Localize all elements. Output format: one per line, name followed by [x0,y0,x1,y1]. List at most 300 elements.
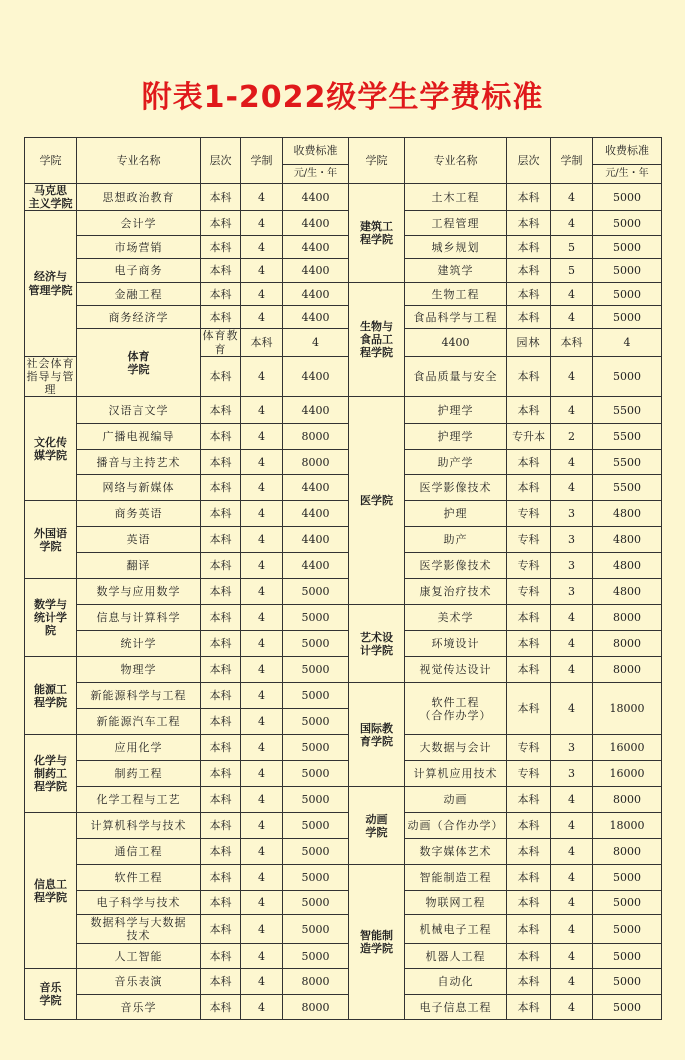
duration-cell: 4 [241,735,283,761]
college-cell: 动画 学院 [349,787,405,865]
level-cell: 本科 [201,915,241,944]
header-major: 专业名称 [77,138,201,184]
fee-cell: 8000 [593,605,662,631]
table-row [25,306,662,329]
duration-cell: 4 [241,397,283,424]
major-cell: 汉语言文学 [77,397,201,424]
level-cell: 本科 [201,283,241,306]
fee-cell: 4400 [283,527,349,553]
fee-cell: 5500 [593,450,662,475]
major-cell: 生物工程 [405,283,507,306]
fee-cell: 5000 [593,944,662,969]
major-cell: 城乡规划 [405,236,507,259]
fee-cell: 5000 [283,865,349,891]
college-cell: 医学院 [349,397,405,605]
table-row [25,631,662,657]
major-cell: 会计学 [77,211,201,236]
level-cell: 本科 [201,450,241,475]
fee-cell: 5000 [283,761,349,787]
duration-cell: 4 [551,605,593,631]
fee-cell: 5000 [283,579,349,605]
duration-cell: 3 [551,579,593,605]
fee-cell: 5000 [283,944,349,969]
fee-cell: 4400 [283,184,349,211]
fee-cell: 5000 [593,236,662,259]
header-unit: 元/生・年 [593,165,662,184]
fee-cell: 5500 [593,424,662,450]
major-cell: 思想政治教育 [77,184,201,211]
duration-cell: 4 [551,450,593,475]
duration-cell: 4 [241,839,283,865]
level-cell: 本科 [201,944,241,969]
fee-cell: 8000 [283,424,349,450]
fee-cell: 4400 [283,501,349,527]
level-cell: 本科 [507,813,551,839]
major-cell: 环境设计 [405,631,507,657]
level-cell: 本科 [201,397,241,424]
level-cell: 本科 [507,605,551,631]
major-cell: 医学影像技术 [405,553,507,579]
major-cell: 制药工程 [77,761,201,787]
fee-cell: 4400 [283,211,349,236]
fee-cell: 4800 [593,501,662,527]
duration-cell: 4 [551,944,593,969]
table-row [25,259,662,283]
duration-cell: 4 [551,657,593,683]
level-cell: 本科 [507,787,551,813]
table-row [25,553,662,579]
level-cell: 专科 [507,553,551,579]
level-cell: 本科 [507,236,551,259]
table-row [25,735,662,761]
duration-cell: 4 [241,553,283,579]
college-cell: 国际教 育学院 [349,683,405,787]
college-cell: 音乐 学院 [25,969,77,1020]
fee-cell: 5000 [283,915,349,944]
college-cell: 建筑工 程学院 [349,184,405,283]
table-row [25,915,662,944]
level-cell: 本科 [201,527,241,553]
duration-cell: 4 [241,475,283,501]
major-cell: 工程管理 [405,211,507,236]
fee-cell: 5000 [283,657,349,683]
major-cell: 美术学 [405,605,507,631]
level-cell: 本科 [507,915,551,944]
major-cell: 机械电子工程 [405,915,507,944]
table-row [25,501,662,527]
fee-cell: 5000 [283,735,349,761]
level-cell: 本科 [201,787,241,813]
level-cell: 本科 [201,605,241,631]
fee-cell: 4400 [283,283,349,306]
major-cell: 电子信息工程 [405,995,507,1020]
duration-cell: 4 [241,761,283,787]
major-cell: 化学工程与工艺 [77,787,201,813]
college-cell: 数学与 统计学 院 [25,579,77,657]
major-cell: 动画（合作办学） [405,813,507,839]
level-cell: 本科 [507,969,551,995]
major-cell: 商务英语 [77,501,201,527]
level-cell: 本科 [201,995,241,1020]
level-cell: 本科 [201,553,241,579]
major-cell: 软件工程 （合作办学） [405,683,507,735]
fee-cell: 5000 [593,306,662,329]
major-cell: 护理 [405,501,507,527]
duration-cell: 4 [241,579,283,605]
duration-cell: 5 [551,259,593,283]
level-cell: 本科 [201,356,241,397]
duration-cell: 4 [551,995,593,1020]
level-cell: 本科 [507,657,551,683]
header-level: 层次 [507,138,551,184]
level-cell: 本科 [201,424,241,450]
major-cell: 食品科学与工程 [405,306,507,329]
header-duration: 学制 [551,138,593,184]
duration-cell: 2 [551,424,593,450]
major-cell: 动画 [405,787,507,813]
table-row [25,605,662,631]
level-cell: 本科 [507,631,551,657]
duration-cell: 4 [551,283,593,306]
major-cell: 数据科学与大数据 技术 [77,915,201,944]
major-cell: 机器人工程 [405,944,507,969]
duration-cell: 4 [551,915,593,944]
major-cell: 护理学 [405,397,507,424]
table-row [25,891,662,915]
level-cell: 本科 [201,306,241,329]
duration-cell: 4 [241,236,283,259]
major-cell: 医学影像技术 [405,475,507,501]
major-cell: 护理学 [405,424,507,450]
level-cell: 本科 [201,236,241,259]
duration-cell: 4 [241,211,283,236]
major-cell: 新能源科学与工程 [77,683,201,709]
major-cell: 体育教育 [202,329,239,356]
header-unit: 元/生・年 [283,165,349,184]
level-cell: 本科 [201,761,241,787]
major-cell: 音乐学 [77,995,201,1020]
major-cell: 软件工程 [77,865,201,891]
fee-cell: 8000 [283,969,349,995]
college-cell: 艺术设 计学院 [349,605,405,683]
major-cell: 计算机应用技术 [405,761,507,787]
fee-cell: 4800 [593,579,662,605]
level-cell: 本科 [507,356,551,397]
fee-cell: 5500 [593,397,662,424]
fee-cell: 5000 [593,915,662,944]
fee-cell: 5000 [283,605,349,631]
level-cell: 专科 [507,501,551,527]
level-cell: 专科 [507,527,551,553]
duration-cell: 4 [241,259,283,283]
fee-cell: 4400 [283,356,349,397]
table-row [25,211,662,236]
table-row [25,579,662,605]
duration-cell: 4 [241,605,283,631]
college-cell: 化学与 制药工 程学院 [25,735,77,813]
duration-cell: 4 [593,329,662,356]
fee-cell: 16000 [593,761,662,787]
duration-cell: 3 [551,735,593,761]
level-cell: 本科 [201,184,241,211]
level-cell: 本科 [201,709,241,735]
fee-cell: 5000 [593,184,662,211]
fee-cell: 5000 [593,211,662,236]
fee-cell: 5000 [283,631,349,657]
duration-cell: 4 [241,865,283,891]
duration-cell: 4 [551,631,593,657]
fee-cell: 5000 [283,813,349,839]
fee-cell: 18000 [593,683,662,735]
duration-cell: 4 [551,787,593,813]
major-cell: 康复治疗技术 [405,579,507,605]
major-cell: 播音与主持艺术 [77,450,201,475]
fee-cell: 8000 [593,657,662,683]
header-major: 专业名称 [405,138,507,184]
level-cell: 本科 [507,306,551,329]
table-row [25,283,662,306]
fee-cell: 5500 [593,475,662,501]
major-cell: 物理学 [77,657,201,683]
major-cell: 助产 [405,527,507,553]
major-cell: 英语 [77,527,201,553]
level-cell: 本科 [201,259,241,283]
table-row [25,236,662,259]
level-cell: 本科 [507,259,551,283]
level-cell: 专升本 [507,424,551,450]
major-cell: 电子科学与技术 [77,891,201,915]
duration-cell: 4 [241,915,283,944]
duration-cell: 4 [241,657,283,683]
duration-cell: 4 [241,683,283,709]
college-cell: 马克思 主义学院 [25,184,77,211]
duration-cell: 4 [241,891,283,915]
college-cell: 体育 学院 [77,329,201,397]
major-cell: 信息与计算科学 [77,605,201,631]
duration-cell: 4 [241,501,283,527]
fee-cell: 5000 [593,865,662,891]
duration-cell: 3 [551,553,593,579]
fee-cell: 4400 [283,397,349,424]
duration-cell: 4 [551,356,593,397]
duration-cell: 5 [551,236,593,259]
duration-cell: 4 [241,969,283,995]
level-cell: 本科 [201,683,241,709]
header-college: 学院 [25,138,77,184]
tuition-table [24,137,662,1020]
fee-cell: 5000 [593,356,662,397]
table-row [25,527,662,553]
duration-cell: 4 [551,306,593,329]
level-cell: 本科 [201,891,241,915]
major-cell: 新能源汽车工程 [77,709,201,735]
table-row [25,865,662,891]
table-row [25,683,662,709]
table-row [25,813,662,839]
duration-cell: 4 [241,283,283,306]
level-cell: 本科 [201,475,241,501]
table-row [25,397,662,424]
table-row [25,761,662,787]
duration-cell: 4 [241,631,283,657]
table-row [25,329,662,356]
duration-cell: 4 [551,475,593,501]
fee-cell: 8000 [593,631,662,657]
duration-cell: 4 [241,995,283,1020]
major-cell: 食品质量与安全 [405,356,507,397]
major-cell: 金融工程 [77,283,201,306]
header-fee: 收费标准 [283,138,349,165]
level-cell: 本科 [201,969,241,995]
duration-cell: 4 [241,527,283,553]
header-college: 学院 [349,138,405,184]
fee-cell: 8000 [283,995,349,1020]
major-cell: 音乐表演 [77,969,201,995]
level-cell: 本科 [507,995,551,1020]
duration-cell: 4 [551,813,593,839]
header-level: 层次 [201,138,241,184]
fee-cell: 8000 [283,450,349,475]
college-cell: 文化传 媒学院 [25,397,77,501]
level-cell: 本科 [201,657,241,683]
college-cell: 经济与 管理学院 [25,211,77,356]
major-cell: 人工智能 [77,944,201,969]
level-cell: 本科 [507,397,551,424]
college-cell: 能源工 程学院 [25,657,77,735]
major-cell: 通信工程 [77,839,201,865]
fee-cell: 4400 [405,329,507,356]
level-cell: 专科 [507,735,551,761]
major-cell: 数字媒体艺术 [405,839,507,865]
fee-cell: 5000 [593,995,662,1020]
duration-cell: 4 [551,969,593,995]
header-fee: 收费标准 [593,138,662,165]
fee-cell: 5000 [593,259,662,283]
level-cell: 本科 [507,944,551,969]
duration-cell: 3 [551,527,593,553]
major-cell: 统计学 [77,631,201,657]
duration-cell: 4 [551,397,593,424]
page-title: 附表1-2022级学生学费标准 [141,80,544,115]
duration-cell: 4 [551,211,593,236]
level-cell: 本科 [201,735,241,761]
major-cell: 视觉传达设计 [405,657,507,683]
duration-cell: 4 [241,450,283,475]
fee-cell: 8000 [593,787,662,813]
level-cell: 本科 [507,184,551,211]
duration-cell: 4 [241,424,283,450]
duration-cell: 4 [241,356,283,397]
fee-cell: 5000 [593,891,662,915]
fee-cell: 5000 [283,839,349,865]
duration-cell: 4 [241,184,283,211]
table-row [25,969,662,995]
college-cell: 生物与 食品工 程学院 [349,283,405,397]
level-cell: 本科 [201,839,241,865]
major-cell: 土木工程 [405,184,507,211]
duration-cell: 4 [241,813,283,839]
fee-cell: 4800 [593,553,662,579]
level-cell: 本科 [551,329,593,356]
major-cell: 广播电视编导 [77,424,201,450]
duration-cell: 4 [241,944,283,969]
fee-cell: 5000 [283,891,349,915]
fee-cell: 4400 [283,259,349,283]
fee-cell: 16000 [593,735,662,761]
table-row [25,424,662,450]
level-cell: 本科 [201,579,241,605]
college-cell: 智能制 造学院 [349,865,405,1020]
fee-cell: 5000 [283,683,349,709]
fee-cell: 4800 [593,527,662,553]
level-cell: 本科 [507,891,551,915]
level-cell: 本科 [201,631,241,657]
level-cell: 本科 [507,865,551,891]
duration-cell: 4 [551,891,593,915]
fee-cell: 5000 [283,709,349,735]
level-cell: 本科 [507,683,551,735]
header-row [25,138,662,165]
level-cell: 本科 [507,450,551,475]
major-cell: 智能制造工程 [405,865,507,891]
fee-cell: 4400 [283,475,349,501]
level-cell: 本科 [241,329,283,356]
duration-cell: 4 [551,683,593,735]
header-duration: 学制 [241,138,283,184]
fee-cell: 4400 [283,553,349,579]
duration-cell: 3 [551,501,593,527]
major-cell: 建筑学 [405,259,507,283]
major-cell: 园林 [507,329,551,356]
fee-cell: 5000 [593,969,662,995]
table-row [25,944,662,969]
level-cell: 本科 [201,813,241,839]
major-cell: 大数据与会计 [405,735,507,761]
level-cell: 本科 [507,475,551,501]
table-row [25,839,662,865]
major-cell: 计算机科学与技术 [77,813,201,839]
major-cell: 电子商务 [77,259,201,283]
fee-cell: 8000 [593,839,662,865]
level-cell: 本科 [201,501,241,527]
table-row [25,657,662,683]
duration-cell: 4 [551,865,593,891]
major-cell: 网络与新媒体 [77,475,201,501]
duration-cell: 4 [551,184,593,211]
duration-cell: 4 [241,787,283,813]
major-cell: 社会体育指导与管理 [26,356,75,397]
duration-cell: 4 [551,839,593,865]
table-row [25,995,662,1020]
level-cell: 本科 [507,211,551,236]
level-cell: 本科 [201,211,241,236]
college-cell: 外国语 学院 [25,501,77,579]
fee-cell: 4400 [283,236,349,259]
table-row [25,787,662,813]
duration-cell: 4 [283,329,349,356]
college-cell: 信息工 程学院 [25,813,77,969]
duration-cell: 4 [241,709,283,735]
major-cell: 物联网工程 [405,891,507,915]
table-row [25,475,662,501]
duration-cell: 3 [551,761,593,787]
major-cell: 应用化学 [77,735,201,761]
level-cell: 本科 [201,865,241,891]
table-row [25,184,662,211]
major-cell: 自动化 [405,969,507,995]
fee-cell: 4400 [283,306,349,329]
major-cell: 市场营销 [77,236,201,259]
